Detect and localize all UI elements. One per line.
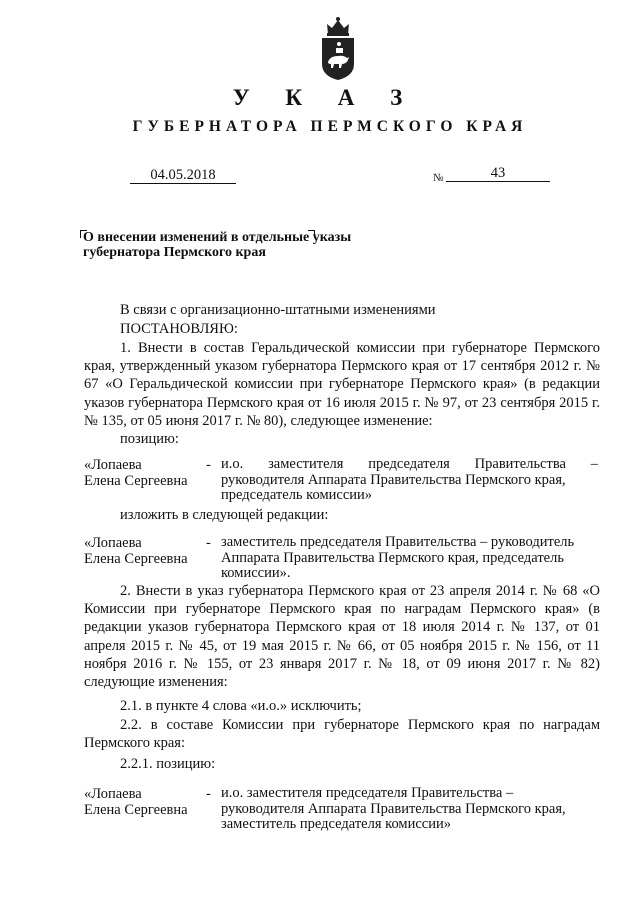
position-line: Аппарата Правительства Пермского края, председатель xyxy=(221,549,564,566)
member-given-name: Елена Сергеевна xyxy=(84,473,188,489)
position-line: комиссии». xyxy=(221,565,291,581)
paragraph-item-2-1: 2.1. в пункте 4 слова «и.о.» исключить; xyxy=(120,698,362,714)
paragraph-restate: изложить в следующей редакции: xyxy=(120,507,329,523)
paragraph-position-1: позицию: xyxy=(120,431,179,447)
member-surname: «Лопаева xyxy=(84,786,142,802)
position-line: и.о. заместителя председателя Правительства – xyxy=(221,785,514,801)
position-line: руководителя Аппарата Правительства Пермского края, xyxy=(221,471,566,488)
document-heading xyxy=(83,230,413,260)
paragraph-intro: В связи с организационно-штатными изменениями xyxy=(120,302,436,318)
document-title: У К А З xyxy=(232,85,418,110)
paragraph-item-1: 1. Внести в состав Геральдической комиссии при губернаторе Пермского края, утвержденный указом губернатора Пермского края от 17 сентября 2012 г. № 67 «О Геральдической комиссии при губернаторе Пермского края» (в редакции указов губернатора Пермского края от 16 июля 2015 г. № 97, от 23 сентября 2015 г. № 135, от 05 июня 2017 г. № 80), следующее изменение: xyxy=(84,340,600,429)
paragraph-item-2-2-1: 2.2.1. позицию: xyxy=(120,756,216,772)
position-line: председатель комиссии» xyxy=(221,487,373,503)
dash: - xyxy=(206,457,211,473)
paragraph-item-2-2: 2.2. в составе Комиссии при губернаторе Пермского края по наградам Пермского края: xyxy=(84,717,600,752)
member-surname: «Лопаева xyxy=(84,457,142,473)
position-line: и.о. заместителя председателя Правительства – xyxy=(221,456,598,472)
heading-line-1: О внесении изменений в отдельные указы xyxy=(83,230,352,245)
document-date: 04.05.2018 xyxy=(130,168,236,184)
number-label: № xyxy=(433,172,444,184)
document-subtitle: ГУБЕРНАТОРА ПЕРМСКОГО КРАЯ xyxy=(132,118,528,135)
member-position-old-1 xyxy=(221,457,598,504)
dash: - xyxy=(206,786,211,802)
member-name-old-2 xyxy=(84,786,214,818)
heading-line-2: губернатора Пермского края xyxy=(83,245,266,260)
member-given-name: Елена Сергеевна xyxy=(84,551,188,567)
paragraph-resolve: ПОСТАНОВЛЯЮ: xyxy=(120,321,238,337)
position-line: руководителя Аппарата Правительства Пермского края, xyxy=(221,800,566,817)
member-name-new xyxy=(84,535,214,567)
paragraph-item-2: 2. Внести в указ губернатора Пермского края от 23 апреля 2014 г. № 68 «О Комиссии при губернаторе Пермского края по наградам Пермского края» (в редакции указов губернатора Пермского края от 18 июля 2014 г. № 137, от 01 апреля 2015 г. № 45, от 19 мая 2015 г. № 66, от 05 ноября 2015 г. № 156, от 11 ноября 2016 г. № 155, от 23 января 2017 г. № 18, от 09 июня 2017 г. № 82) следующие изменения: xyxy=(84,583,600,691)
document-number: 43 xyxy=(446,166,550,182)
dash: - xyxy=(206,535,211,551)
member-given-name: Елена Сергеевна xyxy=(84,802,188,818)
coat-of-arms-icon xyxy=(314,14,362,82)
position-line: заместитель председателя Правительства – руководитель xyxy=(221,534,575,550)
member-surname: «Лопаева xyxy=(84,535,142,551)
member-position-old-2 xyxy=(221,786,598,833)
position-line: заместитель председателя комиссии» xyxy=(221,816,452,832)
member-position-new xyxy=(221,535,598,582)
member-name-old-1 xyxy=(84,457,214,489)
